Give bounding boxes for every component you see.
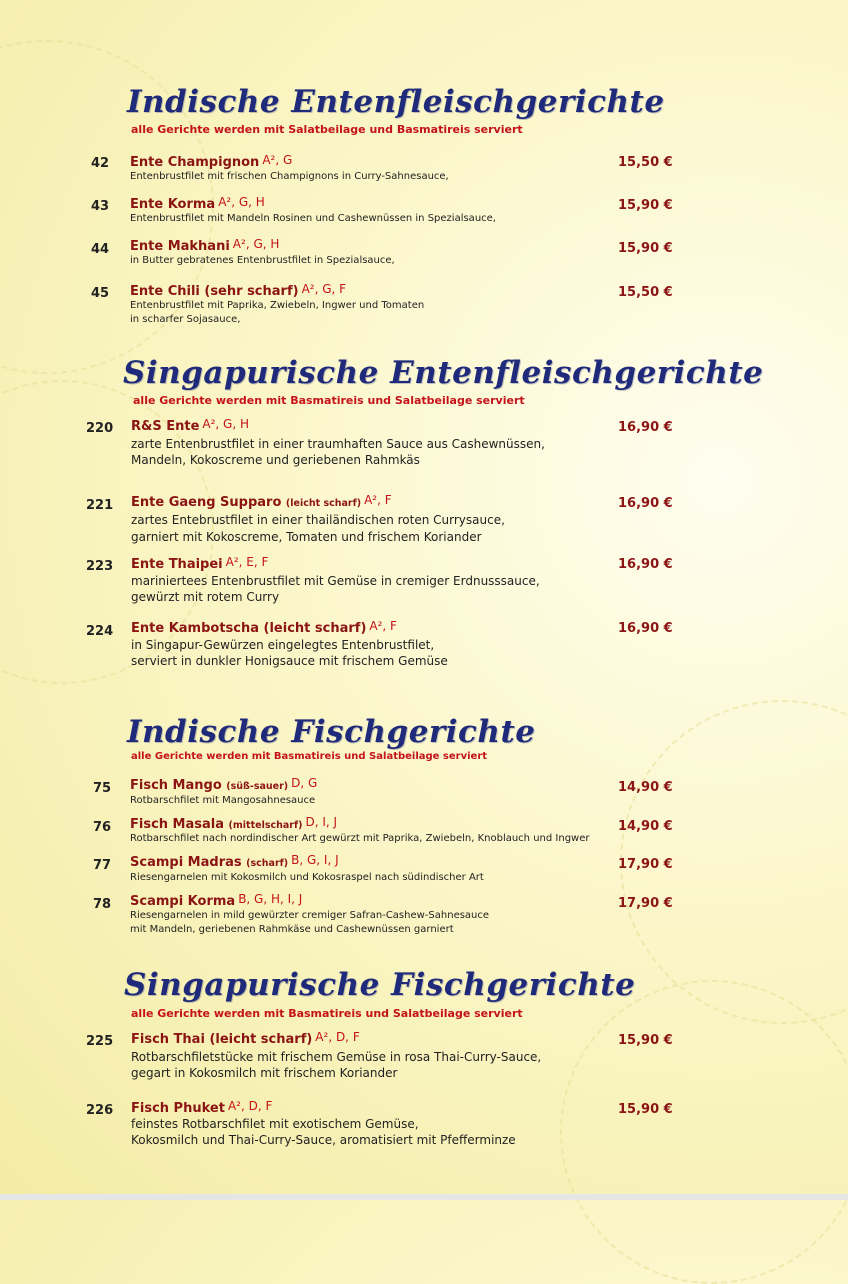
item-name — [131, 1030, 360, 1047]
allergen-codes: A², G — [262, 153, 293, 167]
item-description: zarte Entenbrustfilet in einer traumhaften Sauce aus Cashewnüssen, — [131, 437, 545, 451]
item-price: 16,90 € — [618, 496, 673, 511]
item-description: Entenbrustfilet mit Paprika, Zwiebeln, Ingwer und Tomaten — [130, 300, 425, 311]
item-title: Ente Korma — [130, 197, 216, 212]
item-price: 16,90 € — [618, 621, 673, 636]
item-number: 220 — [86, 421, 114, 436]
allergen-codes: D, G — [291, 776, 318, 790]
item-title: Scampi Madras — [130, 855, 242, 870]
item-description: feinstes Rotbarschfilet mit exotischem Gemüse, — [131, 1117, 419, 1131]
item-number: 76 — [93, 820, 112, 835]
item-description: gegart in Kokosmilch mit frischem Koriander — [131, 1066, 398, 1080]
item-number: 77 — [93, 858, 112, 873]
item-number: 225 — [86, 1034, 114, 1049]
section-subtitle: alle Gerichte werden mit Basmatireis und Salatbeilage serviert — [133, 394, 525, 407]
item-price: 16,90 € — [618, 557, 673, 572]
item-title: Fisch Mango — [130, 778, 222, 793]
item-description: Rotbarschfiletstücke mit frischem Gemüse in rosa Thai-Curry-Sauce, — [131, 1050, 542, 1064]
item-description: mariniertees Entenbrustfilet mit Gemüse in cremiger Erdnusssauce, — [131, 574, 540, 588]
allergen-codes: A², F — [369, 619, 397, 633]
item-name — [130, 853, 339, 870]
allergen-codes: A², G, H — [202, 417, 250, 431]
section-title: Singapurische Entenfleischgerichte — [123, 355, 764, 391]
bottom-edge — [0, 1194, 848, 1200]
item-price: 15,90 € — [618, 1102, 673, 1117]
item-note: (scharf) — [246, 858, 289, 869]
item-title: R&S Ente — [131, 419, 200, 434]
section-title: Singapurische Fischgerichte — [124, 967, 636, 1003]
item-number: 43 — [91, 199, 110, 214]
item-name — [130, 815, 337, 832]
item-name — [130, 237, 279, 254]
item-title: Ente Makhani — [130, 239, 230, 254]
item-price: 14,90 € — [618, 819, 673, 834]
allergen-codes: D, I, J — [305, 815, 338, 829]
item-name — [131, 619, 397, 636]
item-description: Riesengarnelen mit Kokosmilch und Kokosraspel nach südindischer Art — [130, 872, 484, 883]
item-price: 15,90 € — [618, 198, 673, 213]
item-description: garniert mit Kokoscreme, Tomaten und frischem Koriander — [131, 530, 482, 544]
allergen-codes: A², F — [364, 493, 392, 507]
item-description: gewürzt mit rotem Curry — [131, 590, 280, 604]
allergen-codes: A², E, F — [225, 555, 269, 569]
item-title: Scampi Korma — [130, 894, 236, 909]
item-price: 15,90 € — [618, 241, 673, 256]
item-title: Fisch Masala — [130, 817, 225, 832]
mandala-decoration — [560, 980, 848, 1284]
item-description: Entenbrustfilet mit Mandeln Rosinen und Cashewnüssen in Spezialsauce, — [130, 213, 496, 224]
item-description: mit Mandeln, geriebenen Rahmkäse und Cashewnüssen garniert — [130, 924, 454, 935]
item-price: 17,90 € — [618, 857, 673, 872]
allergen-codes: B, G, H, I, J — [238, 892, 303, 906]
item-name — [130, 282, 346, 299]
allergen-codes: A², D, F — [315, 1030, 360, 1044]
item-description: Entenbrustfilet mit frischen Champignons in Curry-Sahnesauce, — [130, 171, 449, 182]
item-description: in scharfer Sojasauce, — [130, 314, 241, 325]
item-price: 16,90 € — [618, 420, 673, 435]
section-title: Indische Fischgerichte — [127, 714, 536, 750]
item-number: 44 — [91, 242, 110, 257]
item-number: 223 — [86, 559, 114, 574]
item-name — [130, 892, 302, 909]
item-title: Ente Thaipei — [131, 557, 223, 572]
item-number: 75 — [93, 781, 112, 796]
item-description: in Butter gebratenes Entenbrustfilet in Spezialsauce, — [130, 255, 395, 266]
item-name — [131, 1099, 272, 1116]
section-title: Indische Entenfleischgerichte — [127, 84, 665, 120]
item-description: in Singapur-Gewürzen eingelegtes Entenbrustfilet, — [131, 638, 435, 652]
item-title: Fisch Phuket — [131, 1101, 225, 1116]
item-description: Rotbarschfilet nach nordindischer Art gewürzt mit Paprika, Zwiebeln, Knoblauch und Ingwer — [130, 833, 590, 844]
item-name — [131, 417, 249, 434]
allergen-codes: A², D, F — [227, 1099, 273, 1113]
item-name — [131, 493, 392, 510]
item-title: Ente Gaeng Supparo — [131, 495, 282, 510]
item-name — [131, 555, 268, 572]
item-price: 14,90 € — [618, 780, 673, 795]
item-price: 17,90 € — [618, 896, 673, 911]
item-number: 78 — [93, 897, 112, 912]
allergen-codes: B, G, I, J — [291, 853, 339, 867]
section-subtitle: alle Gerichte werden mit Salatbeilage und Basmatireis serviert — [131, 123, 523, 136]
item-title: Ente Chili (sehr scharf) — [130, 284, 299, 299]
item-name — [130, 776, 317, 793]
item-description: serviert in dunkler Honigsauce mit frischem Gemüse — [131, 654, 448, 668]
item-number: 221 — [86, 498, 114, 513]
section-subtitle: alle Gerichte werden mit Basmatireis und Salatbeilage serviert — [131, 1007, 523, 1020]
item-description: Rotbarschfilet mit Mangosahnesauce — [130, 795, 316, 806]
item-price: 15,50 € — [618, 155, 673, 170]
item-description: Mandeln, Kokoscreme und geriebenen Rahmkäs — [131, 453, 420, 467]
item-number: 224 — [86, 624, 114, 639]
item-price: 15,90 € — [618, 1033, 673, 1048]
item-price: 15,50 € — [618, 285, 673, 300]
item-note: (leicht scharf) — [285, 498, 362, 509]
item-note: (süß-sauer) — [226, 781, 289, 792]
section-subtitle: alle Gerichte werden mit Basmatireis und Salatbeilage serviert — [131, 751, 488, 762]
allergen-codes: A², G, H — [232, 237, 280, 251]
item-description: Riesengarnelen in mild gewürzter cremiger Safran-Cashew-Sahnesauce — [130, 910, 490, 921]
item-name — [130, 195, 265, 212]
item-description: Kokosmilch und Thai-Curry-Sauce, aromatisiert mit Pfefferminze — [131, 1133, 516, 1147]
item-note: (mittelscharf) — [228, 820, 303, 831]
item-title: Ente Champignon — [130, 155, 260, 170]
item-number: 42 — [91, 156, 110, 171]
allergen-codes: A², G, F — [301, 282, 347, 296]
item-number: 45 — [91, 286, 110, 301]
item-number: 226 — [86, 1103, 114, 1118]
item-name — [130, 153, 292, 170]
item-title: Fisch Thai (leicht scharf) — [131, 1032, 313, 1047]
item-description: zartes Entebrustfilet in einer thailändischen roten Currysauce, — [131, 513, 505, 527]
allergen-codes: A², G, H — [218, 195, 265, 209]
item-title: Ente Kambotscha (leicht scharf) — [131, 621, 367, 636]
